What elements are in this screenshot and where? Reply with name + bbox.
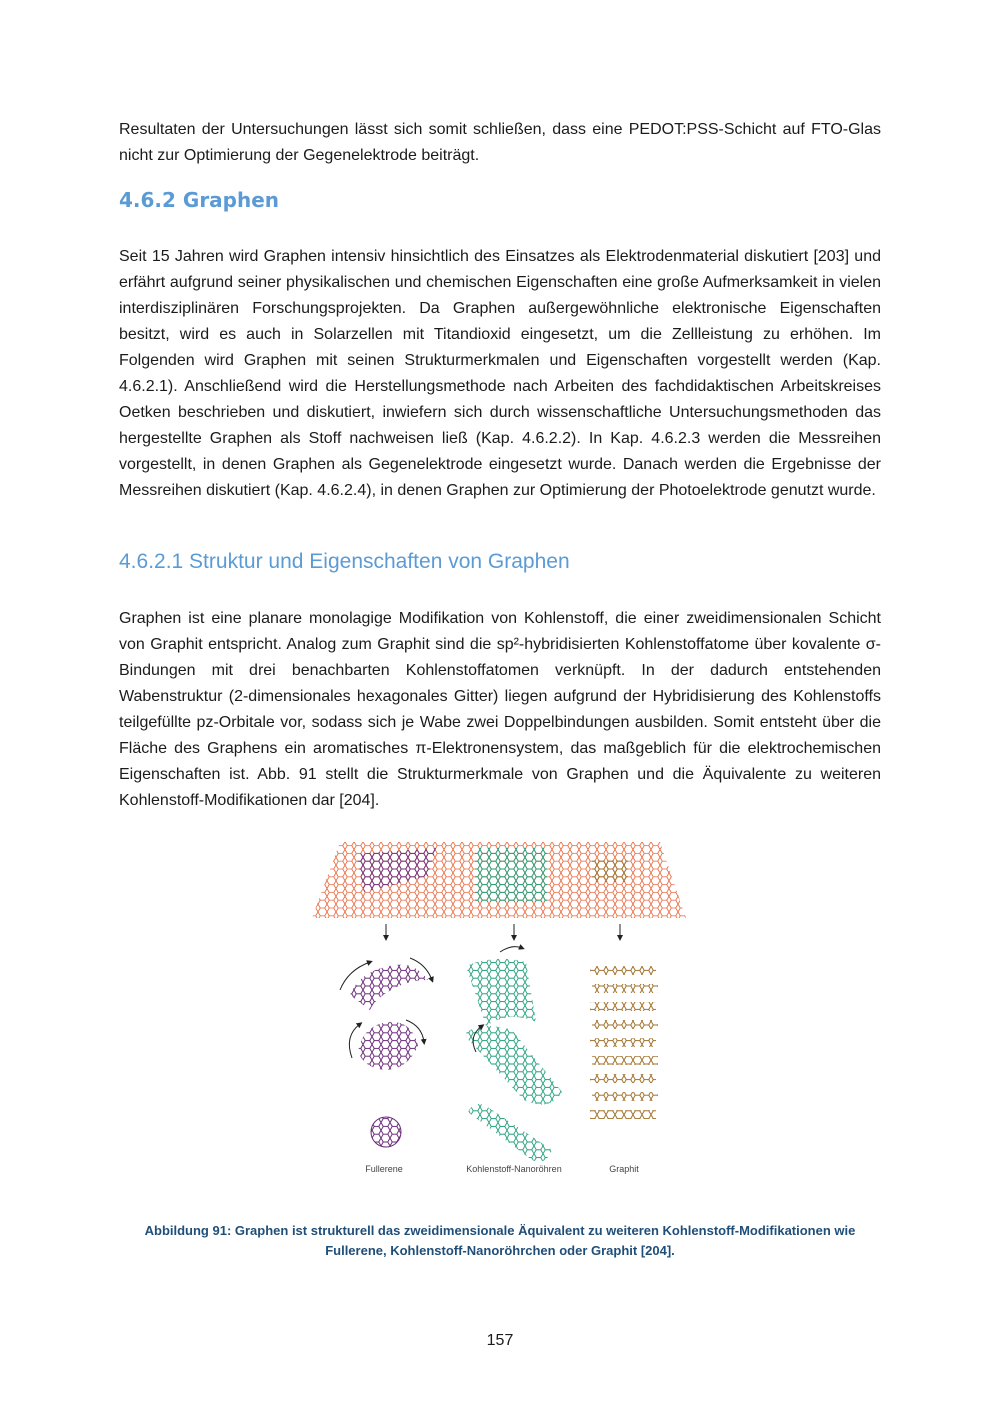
- page-number: 157: [486, 1332, 514, 1349]
- label-graphite: Graphit: [609, 1164, 639, 1174]
- nanotube-semi-rolled: [464, 1026, 562, 1105]
- section-heading-graphen: 4.6.2 Graphen: [119, 188, 280, 212]
- fullerene-curving-sheet: [350, 965, 428, 1010]
- graphite-stack: [590, 966, 658, 1119]
- carbon-structures-illustration: [300, 830, 700, 1180]
- fullerene-closing-sheet: [358, 1022, 418, 1070]
- fullerene-ball: [371, 1117, 401, 1147]
- figure-carbon-modifications: [300, 830, 700, 1180]
- label-nanotubes: Kohlenstoff-Nanoröhren: [466, 1164, 562, 1174]
- label-fullerene: Fullerene: [365, 1164, 403, 1174]
- section-heading-struktur: 4.6.2.1 Struktur und Eigenschaften von Graphen: [119, 550, 570, 573]
- intro-paragraph: Resultaten der Untersuchungen lässt sich somit schließen, dass eine PEDOT:PSS-Schicht auf FTO-Glas nicht zur Optimierung der Gegenelektrode beiträgt.: [119, 121, 881, 164]
- nanotube-patch: [475, 848, 547, 902]
- nanotube-tube: [468, 1104, 552, 1162]
- struktur-paragraph: Graphen ist eine planare monolagige Modifikation von Kohlenstoff, die einer zweidimensionalen Schicht von Graphit entspricht. Analog zum Graphit sind die sp²-hybridisierten Kohlenstoffatome über kovalente σ-Bindungen mit drei benachbarten Kohlenstoffatomen verknüpft. In der dadurch entstehenden Wabenstruktur (2-dimensionales hexagonales Gitter) liegen aufgrund der Hybridisierung des Kohlenstoffs teilgefüllte pz-Orbitale vor, sodass sich je Wabe zwei Doppelbindungen ausbilden. Somit entsteht über die Fläche des Graphens ein aromatisches π-Elektronensystem, das maßgeblich für die elektrochemischen Eigenschaften ist. Abb. 91 stellt die Strukturmerkmale von Graphen und die Äquivalente zu weiteren Kohlenstoff-Modifikationen dar [204].: [119, 610, 881, 809]
- figure-caption: Abbildung 91: Graphen ist strukturell das zweidimensionale Äquivalent zu weiteren Kohlenstoff-Modifikationen wie Fullerene, Kohlenstoff-Nanoröhrchen oder Graphit [204].: [144, 1223, 856, 1258]
- nanotube-rolling-sheet: [466, 959, 536, 1026]
- graphen-paragraph: Seit 15 Jahren wird Graphen intensiv hinsichtlich des Einsatzes als Elektrodenmaterial diskutiert [203] und erfährt aufgrund seiner physikalischen und chemischen Eigenschaften eine große Aufmerksamkeit in vielen interdisziplinären Forschungsprojekten. Da Graphen außergewöhnliche elektronische Eigenschaften besitzt, wird es auch in Solarzellen mit Titandioxid eingesetzt, um die Zellleistung zu erhöhen. Im Folgenden wird Graphen mit seinen Strukturmerkmalen und Eigenschaften vorgestellt werden (Kap. 4.6.2.1). Anschließend wird die Herstellungsmethode nach Arbeiten des fachdidaktischen Arbeitskreises Oetken beschrieben und diskutiert, inwiefern sich durch wissenschaftliche Untersuchungsmethoden das hergestellte Graphen als Stoff nachweisen ließ (Kap. 4.6.2.2). In Kap. 4.6.2.3 werden die Messreihen vorgestellt, in denen Graphen als Gegenelektrode eingesetzt wurde. Danach werden die Ergebnisse der Messreihen diskutiert (Kap. 4.6.2.4), in denen Graphen zur Optimierung der Photoelektrode genutzt wurde.: [119, 248, 881, 499]
- roll-arrow-top: [500, 947, 522, 952]
- graphite-patch: [592, 860, 628, 882]
- close-arrow-left: [349, 1024, 360, 1058]
